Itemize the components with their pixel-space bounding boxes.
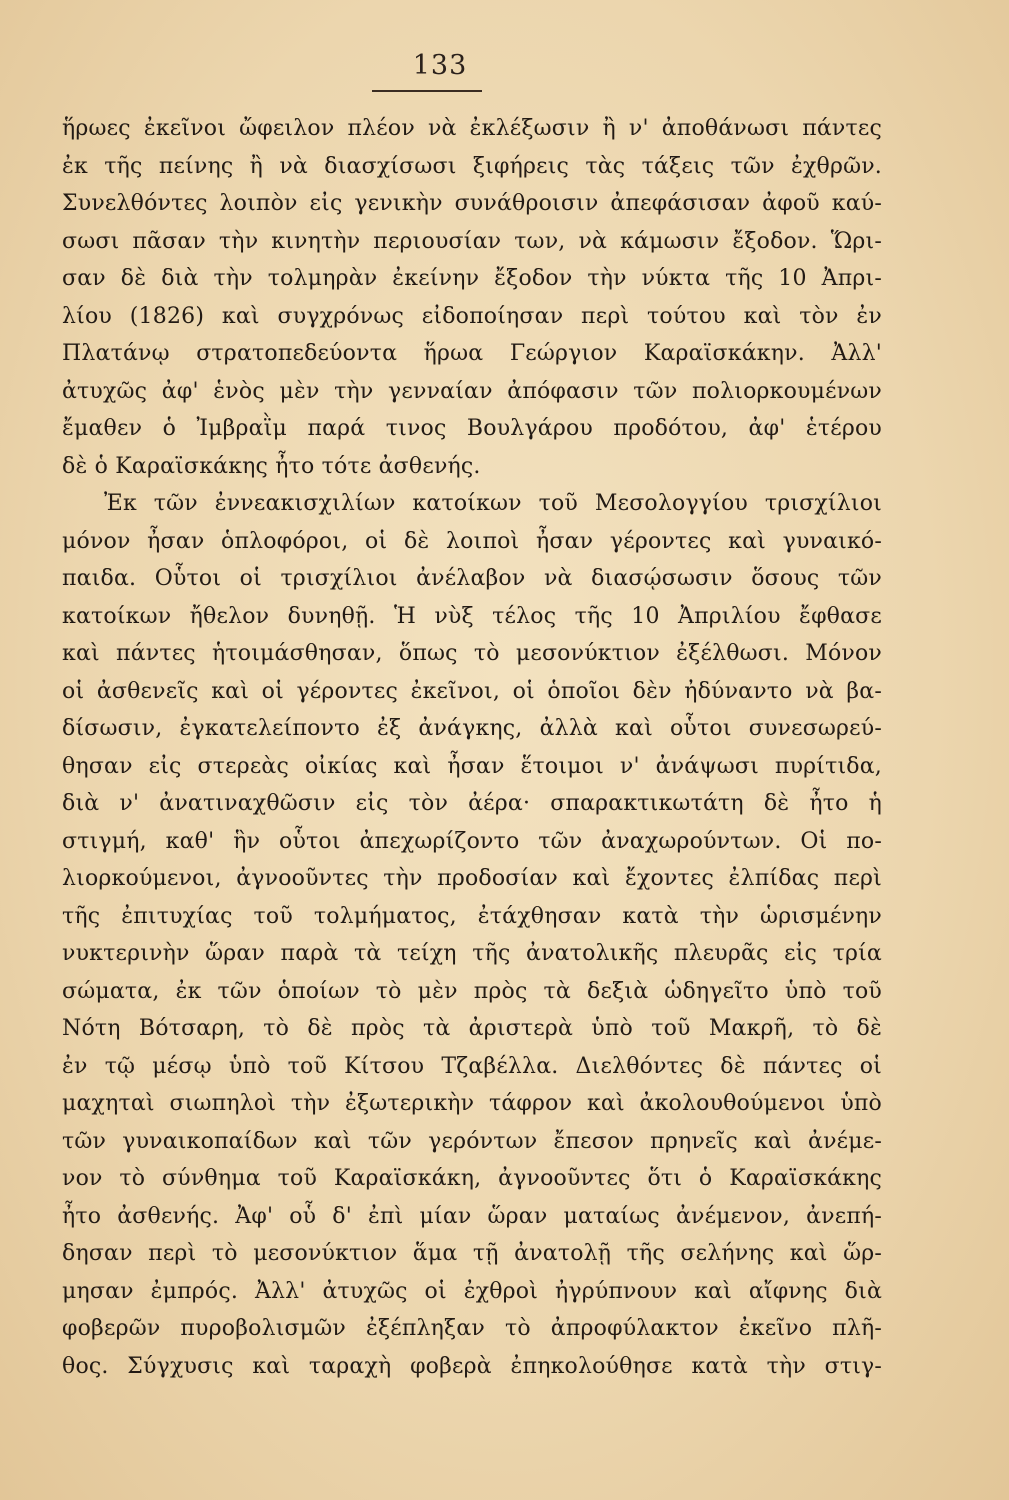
text-line: σώματα, ἐκ τῶν ὁποίων τὸ μὲν πρὸς τὰ δεξιὰ ὡδηγεῖτο ὑπὸ τοῦ xyxy=(62,978,882,1004)
text-line: διὰ ν' ἀνατιναχθῶσιν εἰς τὸν ἀέρα· σπαρακτικωτάτη δὲ ἦτο ἡ xyxy=(62,791,882,816)
text-line: οἱ ἀσθενεῖς καὶ οἱ γέροντες ἐκεῖνοι, οἱ ὁποῖοι δὲν ἠδύναντο νὰ βα- xyxy=(62,678,882,704)
text-line: παιδα. Οὗτοι οἱ τρισχίλιοι ἀνέλαβον νὰ διασῴσωσιν ὅσους τῶν xyxy=(62,566,882,591)
text-line: μόνον ἦσαν ὁπλοφόροι, οἱ δὲ λοιποὶ ἦσαν γέροντες καὶ γυναικό- xyxy=(62,528,882,554)
text-line: δίσωσιν, ἐγκατελείποντο ἐξ ἀνάγκης, ἀλλὰ καὶ οὗτοι συνεσωρεύ- xyxy=(62,716,882,741)
text-line: καὶ πάντες ἡτοιμάσθησαν, ὅπως τὸ μεσονύκτιον ἐξέλθωσι. Μόνον xyxy=(62,641,882,666)
text-line: ἀτυχῶς ἀφ' ἑνὸς μὲν τὴν γενναίαν ἀπόφασιν τῶν πολιορκουμένων xyxy=(62,378,882,404)
text-line: ἐν τῷ μέσῳ ὑπὸ τοῦ Κίτσου Τζαβέλλα. Διελθόντες δὲ πάντες οἱ xyxy=(62,1053,882,1079)
text-line: Ἐκ τῶν ἐννεακισχιλίων κατοίκων τοῦ Μεσολογγίου τρισχίλιοι xyxy=(104,491,882,516)
text-line: στιγμή, καθ' ἣν οὗτοι ἀπεχωρίζοντο τῶν ἀναχωρούντων. Οἱ πο- xyxy=(62,828,882,854)
text-line: φοβερῶν πυροβολισμῶν ἐξέπληξαν τὸ ἀπροφύλακτον ἐκεῖνο πλῆ- xyxy=(62,1316,882,1341)
text-line: ἥρωες ἐκεῖνοι ὤφειλον πλέον νὰ ἐκλέξωσιν ἢ ν' ἀποθάνωσι πάντες xyxy=(62,116,882,141)
text-line: Πλατάνῳ στρατοπεδεύοντα ἥρωα Γεώργιον Καραϊσκάκην. Ἀλλ' xyxy=(62,341,882,366)
text-line: τῆς ἐπιτυχίας τοῦ τολμήματος, ἐτάχθησαν κατὰ τὴν ὡρισμένην xyxy=(62,903,882,929)
text-line: θος. Σύγχυσις καὶ ταραχὴ φοβερὰ ἐπηκολούθησε κατὰ τὴν στιγ- xyxy=(62,1353,882,1379)
text-line: ἦτο ἀσθενής. Ἀφ' οὗ δ' ἐπὶ μίαν ὥραν ματαίως ἀνέμενον, ἀνεπή- xyxy=(62,1203,882,1229)
text-line: δησαν περὶ τὸ μεσονύκτιον ἅμα τῇ ἀνατολῇ τῆς σελήνης καὶ ὥρ- xyxy=(62,1241,882,1266)
paragraph-2 xyxy=(62,485,882,1385)
text-line: μαχηταὶ σιωπηλοὶ τὴν ἐξωτερικὴν τάφρον καὶ ἀκολουθούμενοι ὑπὸ xyxy=(62,1091,882,1116)
text-line: μησαν ἐμπρός. Ἀλλ' ἀτυχῶς οἱ ἐχθροὶ ἠγρύπνουν καὶ αἴφνης διὰ xyxy=(62,1278,882,1304)
text-line: σωσι πᾶσαν τὴν κινητὴν περιουσίαν των, νὰ κάμωσιν ἔξοδον. Ὥρι- xyxy=(62,228,882,254)
text-line: Συνελθόντες λοιπὸν εἰς γενικὴν συνάθροισιν ἀπεφάσισαν ἀφοῦ καύ- xyxy=(62,191,882,216)
paragraph-1 xyxy=(62,110,882,485)
text-line: νυκτερινὴν ὥραν παρὰ τὰ τείχη τῆς ἀνατολικῆς πλευρᾶς εἰς τρία xyxy=(62,941,882,966)
text-line: λιορκούμενοι, ἀγνοοῦντες τὴν προδοσίαν καὶ ἔχοντες ἐλπίδας περὶ xyxy=(62,866,882,891)
text-line: σαν δὲ διὰ τὴν τολμηρὰν ἐκείνην ἔξοδον τὴν νύκτα τῆς 10 Ἀπρι- xyxy=(62,266,882,291)
page-number: 133 xyxy=(412,50,468,81)
text-line: κατοίκων ἤθελον δυνηθῇ. Ἡ νὺξ τέλος τῆς 10 Ἀπριλίου ἔφθασε xyxy=(62,603,882,629)
text-line: Νότη Βότσαρη, τὸ δὲ πρὸς τὰ ἀριστερὰ ὑπὸ τοῦ Μακρῆ, τὸ δὲ xyxy=(62,1016,882,1041)
page-number-rule xyxy=(372,90,482,92)
text-line: ἐκ τῆς πείνης ἢ νὰ διασχίσωσι ξιφήρεις τὰς τάξεις τῶν ἐχθρῶν. xyxy=(62,153,882,179)
text-line: θησαν εἰς στερεὰς οἰκίας καὶ ἦσαν ἕτοιμοι ν' ἀνάψωσι πυρίτιδα, xyxy=(62,753,882,779)
text-line: τῶν γυναικοπαίδων καὶ τῶν γερόντων ἔπεσον πρηνεῖς καὶ ἀνέμε- xyxy=(62,1128,882,1154)
body-text xyxy=(62,110,882,1385)
text-line: λίου (1826) καὶ συγχρόνως εἰδοποίησαν περὶ τούτου καὶ τὸν ἐν xyxy=(62,303,882,329)
text-line: νον τὸ σύνθημα τοῦ Καραϊσκάκη, ἀγνοοῦντες ὅτι ὁ Καραϊσκάκης xyxy=(62,1166,882,1191)
text-line: δὲ ὁ Καραϊσκάκης ἦτο τότε ἀσθενής. xyxy=(62,453,481,479)
text-line: ἔμαθεν ὁ Ἰμβραῒμ παρά τινος Βουλγάρου προδότου, ἀφ' ἑτέρου xyxy=(62,416,882,441)
